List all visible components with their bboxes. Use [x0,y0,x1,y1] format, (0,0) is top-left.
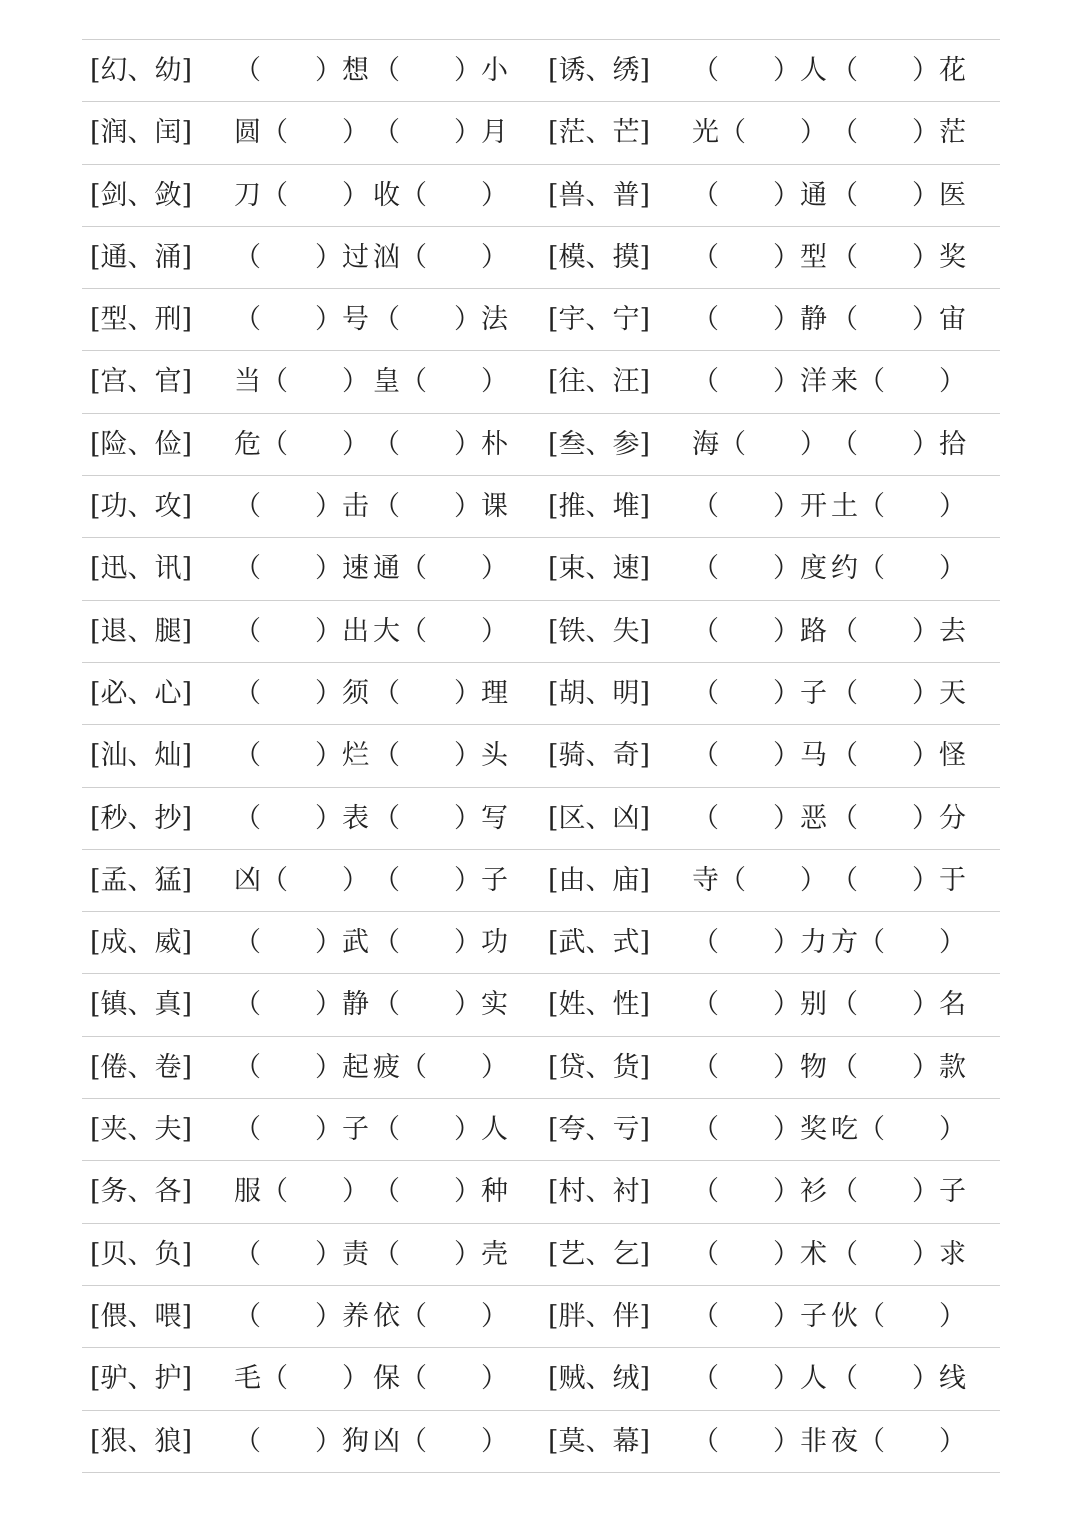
char-pair-exercise-left [90,850,550,912]
word-blank-2[interactable]: 伙（ ） [831,1300,966,1332]
char-pair-exercise-left [90,601,550,663]
word-blank-2[interactable]: （ ）壳 [373,1238,508,1270]
word-blank-2[interactable]: （ ）实 [373,989,508,1021]
char-pair-exercise-left [90,1411,550,1473]
exercise-row [82,351,1000,413]
char-group-label: [姓、性] [548,989,651,1021]
char-pair-exercise-right [548,1161,1008,1223]
word-blank-1[interactable]: （ ）养 [234,1300,369,1332]
char-group-label: [贼、绒] [548,1363,651,1395]
word-blank-1[interactable]: （ ）型 [692,241,827,273]
word-blank-2[interactable]: 约（ ） [831,553,966,585]
exercise-row [82,1224,1000,1286]
char-group-label: [型、刑] [90,304,193,336]
exercise-row [82,663,1000,725]
char-pair-exercise-right [548,788,1008,850]
word-blank-2[interactable]: （ ）拾 [831,428,966,460]
exercise-row [82,1161,1000,1223]
exercise-row [82,40,1000,102]
exercise-row [82,1037,1000,1099]
char-pair-exercise-left [90,227,550,289]
word-blank-1[interactable]: （ ）术 [692,1238,827,1270]
word-blank-1[interactable]: （ ）武 [234,927,369,959]
word-blank-2[interactable]: （ ）理 [373,677,508,709]
char-group-label: [险、俭] [90,428,193,460]
char-pair-exercise-left [90,974,550,1036]
word-blank-2[interactable]: 汹（ ） [373,241,508,273]
char-pair-exercise-right [548,1224,1008,1286]
char-group-label: [铁、失] [548,615,651,647]
word-blank-1[interactable]: （ ）马 [692,740,827,772]
char-group-label: [倦、卷] [90,1051,193,1083]
word-blank-1[interactable]: （ ）非 [692,1425,827,1457]
word-blank-2[interactable]: （ ）医 [831,179,966,211]
word-blank-1[interactable]: （ ）出 [234,615,369,647]
char-pair-exercise-left [90,102,550,164]
word-blank-2[interactable]: （ ）头 [373,740,508,772]
char-pair-exercise-right [548,725,1008,787]
word-blank-1[interactable]: （ ）子 [234,1114,369,1146]
word-blank-2[interactable]: （ ）于 [831,864,966,896]
word-blank-1[interactable]: （ ）人 [692,55,827,86]
char-group-label: [宫、官] [90,366,193,398]
char-group-label: [镇、真] [90,989,193,1021]
char-group-label: [艺、乞] [548,1238,651,1270]
char-pair-exercise-left [90,414,550,476]
word-blank-1[interactable]: （ ）人 [692,1363,827,1395]
char-pair-exercise-right [548,912,1008,974]
char-pair-exercise-left [90,1348,550,1410]
word-blank-1[interactable]: （ ）力 [692,927,827,959]
char-pair-exercise-left [90,476,550,538]
word-blank-1[interactable]: （ ）责 [234,1238,369,1270]
char-pair-exercise-left [90,663,550,725]
exercise-list [82,39,1000,1473]
char-group-label: [村、衬] [548,1176,651,1208]
exercise-row [82,912,1000,974]
char-group-label: [推、堆] [548,491,651,523]
word-blank-2[interactable]: （ ）法 [373,304,508,336]
word-blank-1[interactable]: 海（ ） [692,428,827,460]
char-pair-exercise-left [90,788,550,850]
char-group-label: [必、心] [90,677,193,709]
word-blank-2[interactable]: （ ）月 [373,117,508,149]
word-blank-2[interactable]: （ ）分 [831,802,966,834]
exercise-row [82,725,1000,787]
char-pair-exercise-right [548,414,1008,476]
word-blank-2[interactable]: （ ）款 [831,1051,966,1083]
word-blank-1[interactable]: （ ）路 [692,615,827,647]
exercise-row [82,476,1000,538]
char-group-label: [驴、护] [90,1363,193,1395]
word-blank-1[interactable]: （ ）速 [234,553,369,585]
exercise-row [82,227,1000,289]
char-pair-exercise-right [548,1037,1008,1099]
char-pair-exercise-left [90,912,550,974]
char-group-label: [通、涌] [90,241,193,273]
char-pair-exercise-left [90,1286,550,1348]
exercise-row [82,414,1000,476]
char-pair-exercise-left [90,289,550,351]
exercise-row [82,165,1000,227]
exercise-row [82,788,1000,850]
word-blank-1[interactable]: 寺（ ） [692,864,827,896]
word-blank-2[interactable]: （ ）求 [831,1238,966,1270]
char-pair-exercise-right [548,476,1008,538]
char-pair-exercise-left [90,725,550,787]
word-blank-2[interactable]: （ ）天 [831,677,966,709]
char-group-label: [成、威] [90,927,193,959]
char-group-label: [束、速] [548,553,651,585]
word-blank-1[interactable]: （ ）静 [692,304,827,336]
word-blank-2[interactable]: （ ）功 [373,927,508,959]
exercise-row [82,850,1000,912]
char-pair-exercise-right [548,538,1008,600]
char-group-label: [迅、讯] [90,553,193,585]
word-blank-1[interactable]: （ ）物 [692,1051,827,1083]
word-blank-2[interactable]: （ ）子 [373,864,508,896]
char-group-label: [诱、绣] [548,55,651,86]
word-blank-1[interactable]: （ ）度 [692,553,827,585]
char-pair-exercise-right [548,40,1008,102]
char-group-label: [润、闰] [90,117,193,149]
word-blank-1[interactable]: （ ）过 [234,241,369,273]
word-blank-1[interactable]: （ ）衫 [692,1176,827,1208]
char-pair-exercise-right [548,1099,1008,1161]
exercise-row [82,102,1000,164]
char-pair-exercise-left [90,351,550,413]
word-blank-1[interactable]: （ ）子 [692,677,827,709]
word-blank-2[interactable]: （ ）茫 [831,117,966,149]
char-group-label: [茫、芒] [548,117,651,149]
word-blank-1[interactable]: （ ）恶 [692,802,827,834]
exercise-row [82,1348,1000,1410]
char-group-label: [偎、喂] [90,1300,193,1332]
char-pair-exercise-left [90,1161,550,1223]
char-group-label: [模、摸] [548,241,651,273]
word-blank-1[interactable]: 毛（ ） [234,1363,369,1395]
word-blank-1[interactable]: （ ）须 [234,677,369,709]
word-blank-2[interactable]: 皇（ ） [373,366,508,398]
exercise-row [82,538,1000,600]
char-pair-exercise-left [90,1224,550,1286]
char-pair-exercise-right [548,601,1008,663]
char-group-label: [骑、奇] [548,740,651,772]
word-blank-2[interactable]: 土（ ） [831,491,966,523]
word-blank-1[interactable]: 刀（ ） [234,179,369,211]
char-group-label: [夸、亏] [548,1114,651,1146]
word-blank-1[interactable]: （ ）击 [234,491,369,523]
char-group-label: [莫、幕] [548,1425,651,1457]
char-pair-exercise-right [548,1411,1008,1473]
char-group-label: [孟、猛] [90,864,193,896]
char-pair-exercise-right [548,351,1008,413]
word-blank-2[interactable]: （ ）花 [831,55,966,86]
word-blank-2[interactable]: （ ）种 [373,1176,508,1208]
char-pair-exercise-right [548,1348,1008,1410]
char-group-label: [狠、狼] [90,1425,193,1457]
word-blank-2[interactable]: （ ）写 [373,802,508,834]
exercise-row [82,974,1000,1036]
char-pair-exercise-left [90,538,550,600]
char-group-label: [胡、明] [548,677,651,709]
word-blank-2[interactable]: 疲（ ） [373,1051,508,1083]
word-blank-1[interactable]: 危（ ） [234,428,369,460]
char-pair-exercise-left [90,40,550,102]
char-group-label: [往、汪] [548,366,651,398]
char-pair-exercise-right [548,289,1008,351]
word-blank-1[interactable]: 当（ ） [234,366,369,398]
word-blank-1[interactable]: （ ）别 [692,989,827,1021]
word-blank-2[interactable]: （ ）朴 [373,428,508,460]
word-blank-2[interactable]: （ ）怪 [831,740,966,772]
char-group-label: [兽、普] [548,179,651,211]
char-pair-exercise-right [548,850,1008,912]
char-group-label: [区、凶] [548,802,651,834]
char-group-label: [叁、参] [548,428,651,460]
word-blank-1[interactable]: （ ）子 [692,1300,827,1332]
word-blank-1[interactable]: （ ）静 [234,989,369,1021]
word-blank-2[interactable]: 通（ ） [373,553,508,585]
char-group-label: [退、腿] [90,615,193,647]
exercise-row [82,289,1000,351]
char-group-label: [剑、敛] [90,179,193,211]
char-pair-exercise-right [548,227,1008,289]
word-blank-1[interactable]: （ ）表 [234,802,369,834]
word-blank-2[interactable]: 保（ ） [373,1363,508,1395]
word-blank-2[interactable]: 大（ ） [373,615,508,647]
char-group-label: [贷、货] [548,1051,651,1083]
char-group-label: [务、各] [90,1176,193,1208]
word-blank-2[interactable]: 方（ ） [831,927,966,959]
char-group-label: [幻、幼] [90,55,193,86]
word-blank-2[interactable]: 收（ ） [373,179,508,211]
char-group-label: [秒、抄] [90,802,193,834]
word-blank-2[interactable]: （ ）线 [831,1363,966,1395]
word-blank-2[interactable]: （ ）课 [373,491,508,523]
word-blank-1[interactable]: 凶（ ） [234,864,369,896]
char-pair-exercise-right [548,102,1008,164]
char-group-label: [汕、灿] [90,740,193,772]
exercise-row [82,1099,1000,1161]
word-blank-2[interactable]: （ ）名 [831,989,966,1021]
char-pair-exercise-right [548,1286,1008,1348]
word-blank-2[interactable]: 夜（ ） [831,1425,966,1457]
word-blank-2[interactable]: 依（ ） [373,1300,508,1332]
word-blank-2[interactable]: 吃（ ） [831,1114,966,1146]
char-pair-exercise-left [90,1099,550,1161]
word-blank-2[interactable]: 来（ ） [831,366,966,398]
word-blank-2[interactable]: （ ）奖 [831,241,966,273]
char-pair-exercise-left [90,165,550,227]
word-blank-1[interactable]: （ ）开 [692,491,827,523]
char-pair-exercise-right [548,663,1008,725]
char-pair-exercise-right [548,165,1008,227]
word-blank-1[interactable]: （ ）烂 [234,740,369,772]
word-blank-1[interactable]: （ ）狗 [234,1425,369,1457]
word-blank-2[interactable]: （ ）人 [373,1114,508,1146]
char-group-label: [武、式] [548,927,651,959]
char-pair-exercise-left [90,1037,550,1099]
char-pair-exercise-right [548,974,1008,1036]
char-group-label: [胖、伴] [548,1300,651,1332]
char-group-label: [夹、夫] [90,1114,193,1146]
char-group-label: [功、攻] [90,491,193,523]
word-blank-2[interactable]: 凶（ ） [373,1425,508,1457]
char-group-label: [贝、负] [90,1238,193,1270]
word-blank-1[interactable]: 光（ ） [692,117,827,149]
word-blank-1[interactable]: （ ）起 [234,1051,369,1083]
word-blank-1[interactable]: （ ）号 [234,304,369,336]
word-blank-1[interactable]: 服（ ） [234,1176,369,1208]
word-blank-1[interactable]: （ ）奖 [692,1114,827,1146]
word-blank-1[interactable]: （ ）想 [234,55,369,86]
char-group-label: [宇、宁] [548,304,651,336]
exercise-row [82,601,1000,663]
word-blank-1[interactable]: （ ）通 [692,179,827,211]
word-blank-2[interactable]: （ ）去 [831,615,966,647]
word-blank-1[interactable]: 圆（ ） [234,117,369,149]
word-blank-2[interactable]: （ ）小 [373,55,508,86]
char-group-label: [由、庙] [548,864,651,896]
word-blank-2[interactable]: （ ）子 [831,1176,966,1208]
exercise-row [82,1286,1000,1348]
word-blank-2[interactable]: （ ）宙 [831,304,966,336]
word-blank-1[interactable]: （ ）洋 [692,366,827,398]
exercise-row [82,1411,1000,1473]
